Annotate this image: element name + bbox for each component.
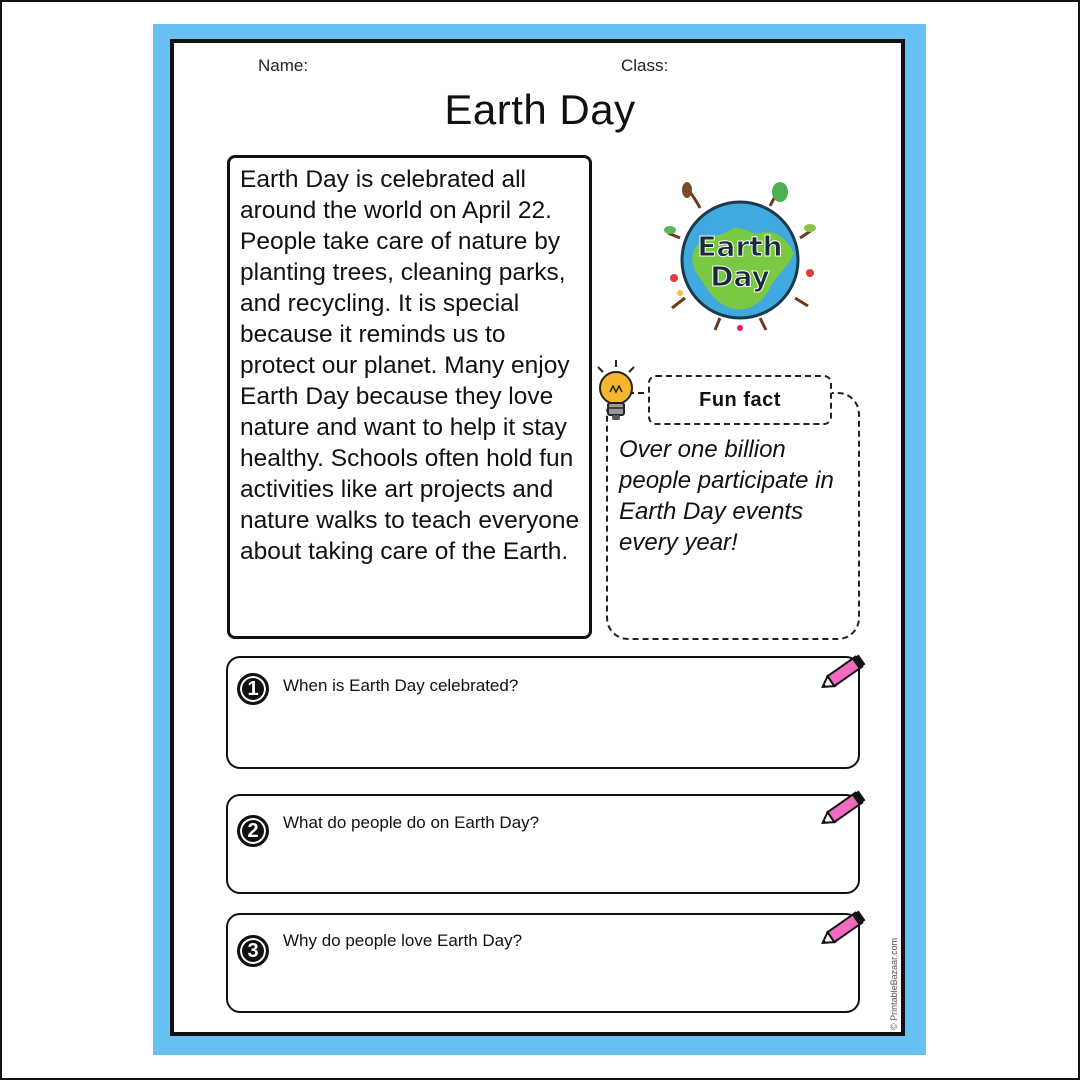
question-text-1: When is Earth Day celebrated?: [283, 676, 519, 695]
earth-day-art-line1: Earth: [697, 230, 783, 263]
fun-fact-text: Over one billion people participate in Earth Day events every year!: [619, 436, 834, 556]
question-number-2: 2: [237, 815, 269, 847]
reading-passage-box: [227, 155, 592, 639]
class-label: Class:: [621, 56, 669, 75]
answer-box-2[interactable]: [226, 794, 860, 894]
pencil-icon: [818, 784, 870, 832]
question-text-3: Why do people love Earth Day?: [283, 931, 523, 950]
question-number-1: 1: [237, 673, 269, 705]
earth-day-art-line2: Day: [710, 260, 770, 293]
lightbulb-icon: [590, 358, 642, 428]
pencil-icon: [818, 904, 870, 952]
earth-globe-icon: [660, 178, 820, 338]
fun-fact-label: Fun fact: [648, 375, 832, 425]
pencil-icon: [818, 648, 870, 696]
page-title: Earth Day: [444, 86, 636, 133]
copyright-watermark: © PrintableBazaar.com: [889, 937, 899, 1030]
answer-box-3[interactable]: [226, 913, 860, 1013]
name-label: Name:: [258, 56, 309, 75]
reading-passage-text: Earth Day is celebrated all around the world on April 22. People take care of nature by planting trees, cleaning parks, and recycling. It is special because it reminds us to protect our planet. Many enjoy Earth Day because they love nature and want to help it stay healthy. Schools often hold fun activities like art projects and nature walks to teach everyone about taking care of the Earth.: [240, 166, 580, 565]
question-number-3: 3: [237, 935, 269, 967]
answer-box-1[interactable]: [226, 656, 860, 769]
question-text-2: What do people do on Earth Day?: [283, 813, 540, 832]
